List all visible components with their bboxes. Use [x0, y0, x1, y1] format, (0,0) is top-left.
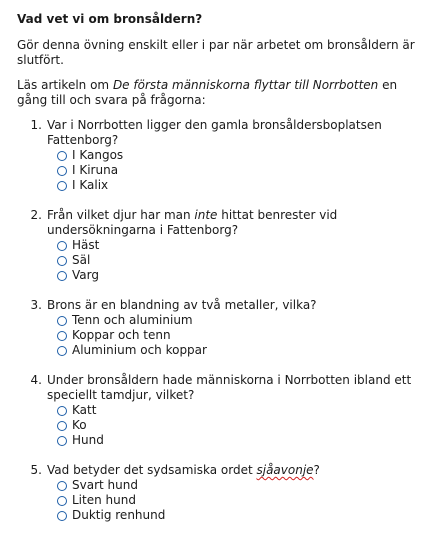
option-label: I Kangos [72, 148, 124, 162]
radio-button-icon[interactable] [57, 406, 67, 416]
option-label: I Kalix [72, 178, 109, 192]
option-label: Säl [72, 253, 91, 267]
answer-option[interactable] [57, 253, 428, 268]
question-emphasis: inte [194, 208, 218, 222]
option-label: Häst [72, 238, 100, 252]
answer-options [47, 238, 428, 283]
question-text-start: Vad betyder det sydsamiska ordet [47, 463, 257, 477]
question-text-end: ? [313, 463, 320, 477]
option-label: Hund [72, 433, 104, 447]
instruction-paragraph [17, 78, 428, 108]
question-5 [17, 463, 428, 523]
option-label: Koppar och tenn [72, 328, 171, 342]
answer-option[interactable] [57, 418, 428, 433]
radio-button-icon[interactable] [57, 511, 67, 521]
question-text [47, 208, 428, 238]
radio-button-icon[interactable] [57, 436, 67, 446]
option-label: Svart hund [72, 478, 138, 492]
answer-option[interactable] [57, 163, 428, 178]
document-title: Vad vet vi om bronsåldern? [17, 12, 203, 26]
question-number: 3. [30, 298, 42, 312]
answer-option[interactable] [57, 343, 428, 358]
radio-button-icon[interactable] [57, 316, 67, 326]
question-4 [17, 373, 428, 448]
question-number: 4. [30, 373, 42, 387]
question-text-end: hittat benrester vid undersökningarna i Fattenborg? [47, 208, 338, 237]
option-label: Katt [72, 403, 97, 417]
radio-button-icon[interactable] [57, 181, 67, 191]
question-text-start: Från vilket djur har man [47, 208, 195, 222]
question-2 [17, 208, 428, 283]
radio-button-icon[interactable] [57, 241, 67, 251]
instruction-text-end: en gång till och svara på frågorna: [17, 78, 398, 107]
answer-option[interactable] [57, 328, 428, 343]
radio-button-icon[interactable] [57, 481, 67, 491]
radio-button-icon[interactable] [57, 166, 67, 176]
spellcheck-word: sjåavonje [256, 463, 314, 477]
radio-button-icon[interactable] [57, 271, 67, 281]
answer-option[interactable] [57, 148, 428, 163]
option-label: Ko [72, 418, 87, 432]
answer-option[interactable] [57, 493, 428, 508]
intro-paragraph: Gör denna övning enskilt eller i par när arbetet om bronsåldern är slutfört. [17, 38, 415, 67]
option-label: Aluminium och koppar [72, 343, 207, 357]
answer-option[interactable] [57, 433, 428, 448]
answer-option[interactable] [57, 268, 428, 283]
answer-option[interactable] [57, 508, 428, 523]
question-text: Var i Norrbotten ligger den gamla bronsåldersboplatsen Fattenborg? [47, 118, 382, 147]
answer-option[interactable] [57, 403, 428, 418]
instruction-text-start: Läs artikeln om [17, 78, 113, 92]
article-title: De första människorna flyttar till Norrbotten [112, 78, 379, 92]
question-text [47, 463, 428, 478]
question-text: Brons är en blandning av två metaller, vilka? [47, 298, 317, 312]
question-text: Under bronsåldern hade människorna i Norrbotten ibland ett speciellt tamdjur, vilket? [47, 373, 412, 402]
answer-options [47, 313, 428, 358]
option-label: Varg [72, 268, 99, 282]
option-label: I Kiruna [72, 163, 119, 177]
question-number: 1. [30, 118, 42, 132]
option-label: Liten hund [72, 493, 136, 507]
answer-options [47, 478, 428, 523]
question-number: 2. [30, 208, 42, 222]
question-number: 5. [30, 463, 42, 477]
radio-button-icon[interactable] [57, 496, 67, 506]
option-label: Duktig renhund [72, 508, 166, 522]
radio-button-icon[interactable] [57, 151, 67, 161]
answer-option[interactable] [57, 313, 428, 328]
radio-button-icon[interactable] [57, 256, 67, 266]
answer-options [47, 403, 428, 448]
radio-button-icon[interactable] [57, 346, 67, 356]
question-3 [17, 298, 428, 358]
answer-option[interactable] [57, 178, 428, 193]
radio-button-icon[interactable] [57, 331, 67, 341]
answer-options [47, 148, 428, 193]
answer-option[interactable] [57, 238, 428, 253]
radio-button-icon[interactable] [57, 421, 67, 431]
option-label: Tenn och aluminium [72, 313, 193, 327]
question-1 [17, 118, 428, 193]
document-page [17, 12, 428, 538]
answer-option[interactable] [57, 478, 428, 493]
question-list [17, 118, 428, 523]
